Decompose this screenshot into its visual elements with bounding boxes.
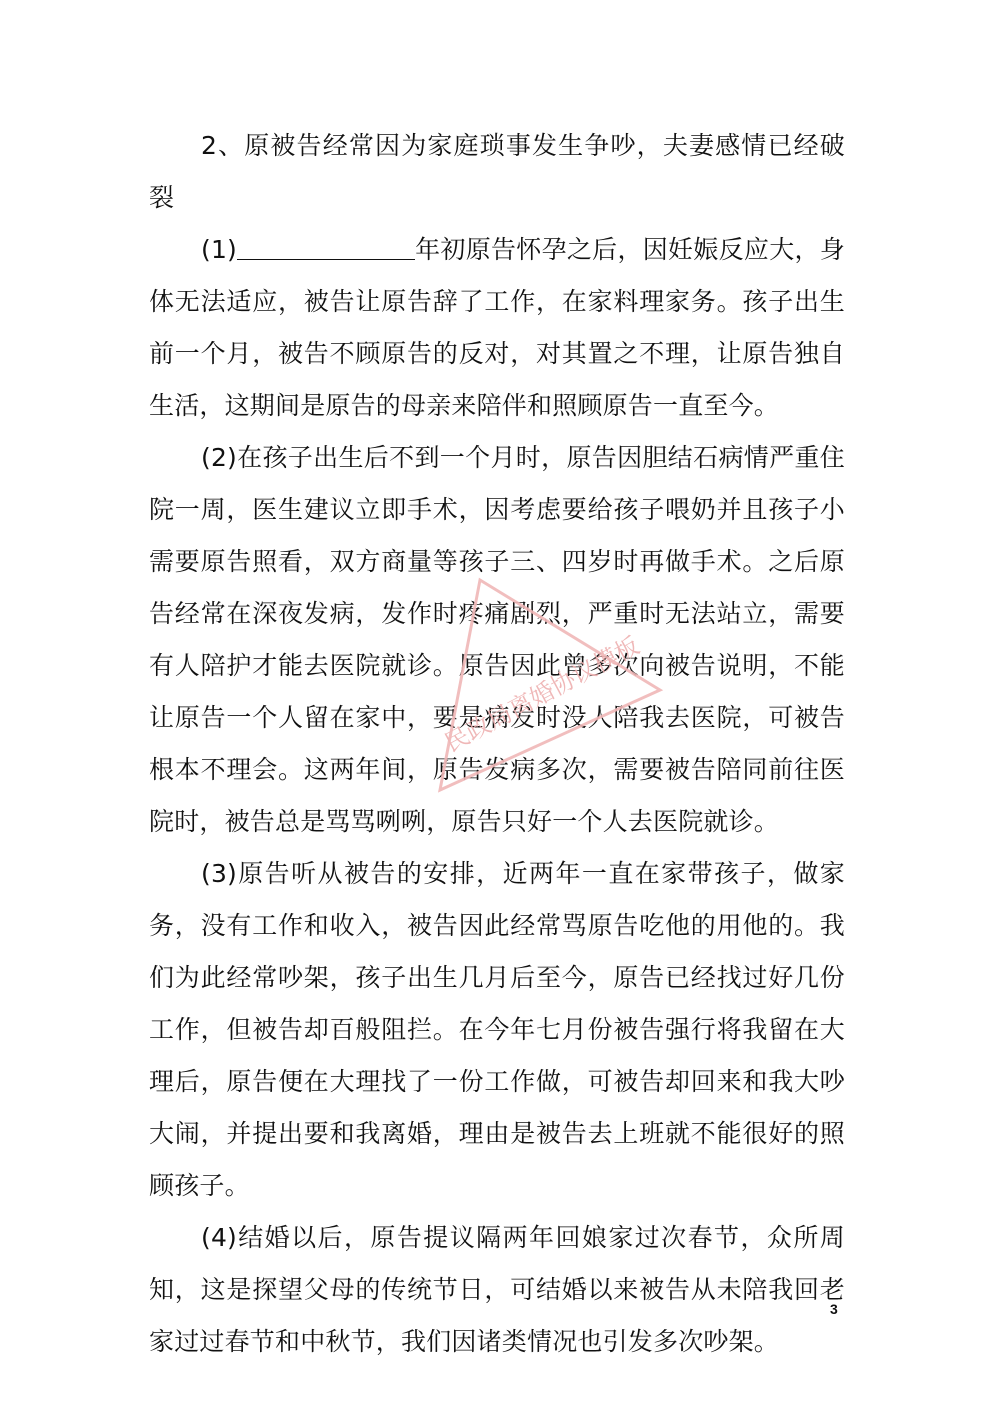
fill-in-blank <box>237 231 415 260</box>
section-heading: 2、原被告经常因为家庭琐事发生争吵，夫妻感情已经破裂 <box>149 131 845 212</box>
paragraph-1-text: 年初原告怀孕之后，因妊娠反应大，身体无法适应，被告让原告辞了工作，在家料理家务。孩子出生前一个月，被告不顾原告的反对，对其置之不理，让原告独自生活，这期间是原告的母亲来陪伴和照顾原告一直至今。 <box>149 235 845 420</box>
paragraph-1-prefix: (1) <box>201 235 238 264</box>
paragraph-4: (4)结婚以后，原告提议隔两年回娘家过次春节，众所周知，这是探望父母的传统节日，可结婚以来被告从未陪我回老家过过春节和中秋节，我们因诸类情况也引发多次吵架。 <box>149 1223 845 1356</box>
document-body <box>149 120 845 1368</box>
paragraph-2: (2)在孩子出生后不到一个月时，原告因胆结石病情严重住院一周，医生建议立即手术，因考虑要给孩子喂奶并且孩子小需要原告照看，双方商量等孩子三、四岁时再做手术。之后原告经常在深夜发病，发作时疼痛剧烈，严重时无法站立，需要有人陪护才能去医院就诊。原告因此曾多次向被告说明，不能让原告一个人留在家中，要是病发时没人陪我去医院，可被告根本不理会。这两年间，原告发病多次，需要被告陪同前往医院时，被告总是骂骂咧咧，原告只好一个人去医院就诊。 <box>149 443 845 836</box>
watermark-text: 民政局离婚协议模板 <box>440 631 645 758</box>
page-number: 3 <box>830 1301 838 1317</box>
paragraph-1 <box>149 224 845 432</box>
paragraph-3: (3)原告听从被告的安排，近两年一直在家带孩子，做家务，没有工作和收入，被告因此经常骂原告吃他的用他的。我们为此经常吵架，孩子出生几月后至今，原告已经找过好几份工作，但被告却百般阻拦。在今年七月份被告强行将我留在大理后，原告便在大理找了一份工作做，可被告却回来和我大吵大闹，并提出要和我离婚，理由是被告去上班就不能很好的照顾孩子。 <box>149 859 845 1200</box>
